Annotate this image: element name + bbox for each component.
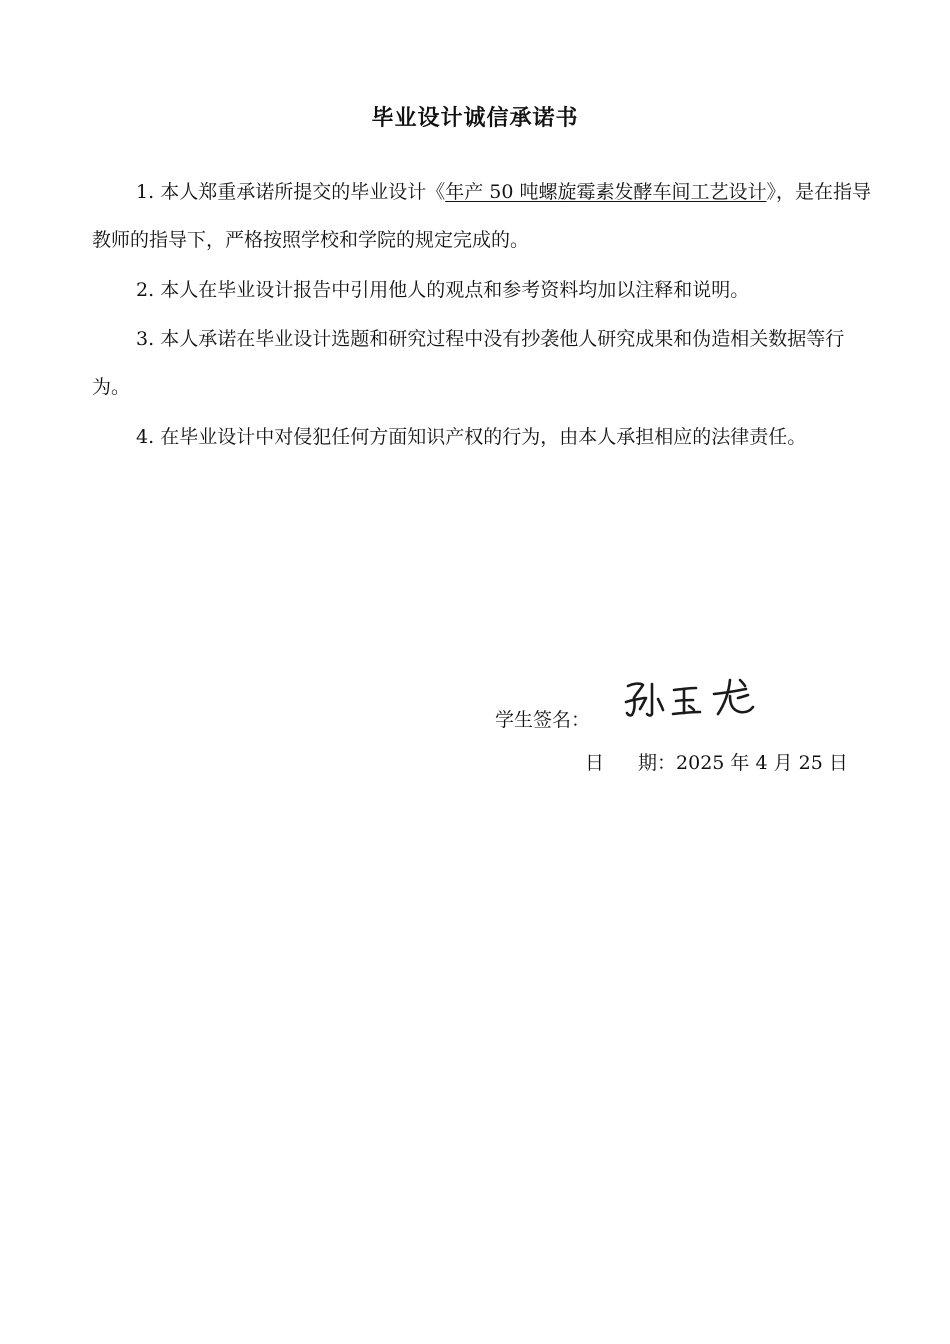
item-number: 4. xyxy=(136,426,155,448)
date-label-second: 期： xyxy=(638,752,677,774)
item-text-after-title: 》，是在指导教师的指导下，严格按照学校和学院的规定完成的。 xyxy=(92,181,871,251)
date-value: 2025 年 4 月 25 日 xyxy=(676,752,848,774)
item-text: 本人承诺在毕业设计选题和研究过程中没有抄袭他人研究成果和伪造相关数据等行为。 xyxy=(92,328,845,398)
project-title: 年产 50 吨螺旋霉素发酵车间工艺设计 xyxy=(445,181,767,203)
item-text: 在毕业设计中对侵犯任何方面知识产权的行为，由本人承担相应的法律责任。 xyxy=(160,426,807,448)
signature-label: 学生签名： xyxy=(495,709,591,731)
item-number: 3. xyxy=(136,328,155,350)
handwritten-signature xyxy=(622,674,762,724)
date-label-first: 日 xyxy=(585,752,605,774)
item-number: 2. xyxy=(136,279,155,301)
date-line xyxy=(585,748,848,775)
commitment-item-4 xyxy=(92,413,872,461)
commitment-item-1 xyxy=(92,168,872,264)
commitment-item-2 xyxy=(92,266,872,314)
page-title: 毕业设计诚信承诺书 xyxy=(371,106,579,131)
commitment-item-3 xyxy=(92,315,872,411)
item-text: 本人在毕业设计报告中引用他人的观点和参考资料均加以注释和说明。 xyxy=(160,279,750,301)
item-number: 1. xyxy=(136,181,155,203)
item-text-before-title: 本人郑重承诺所提交的毕业设计《 xyxy=(160,181,446,203)
